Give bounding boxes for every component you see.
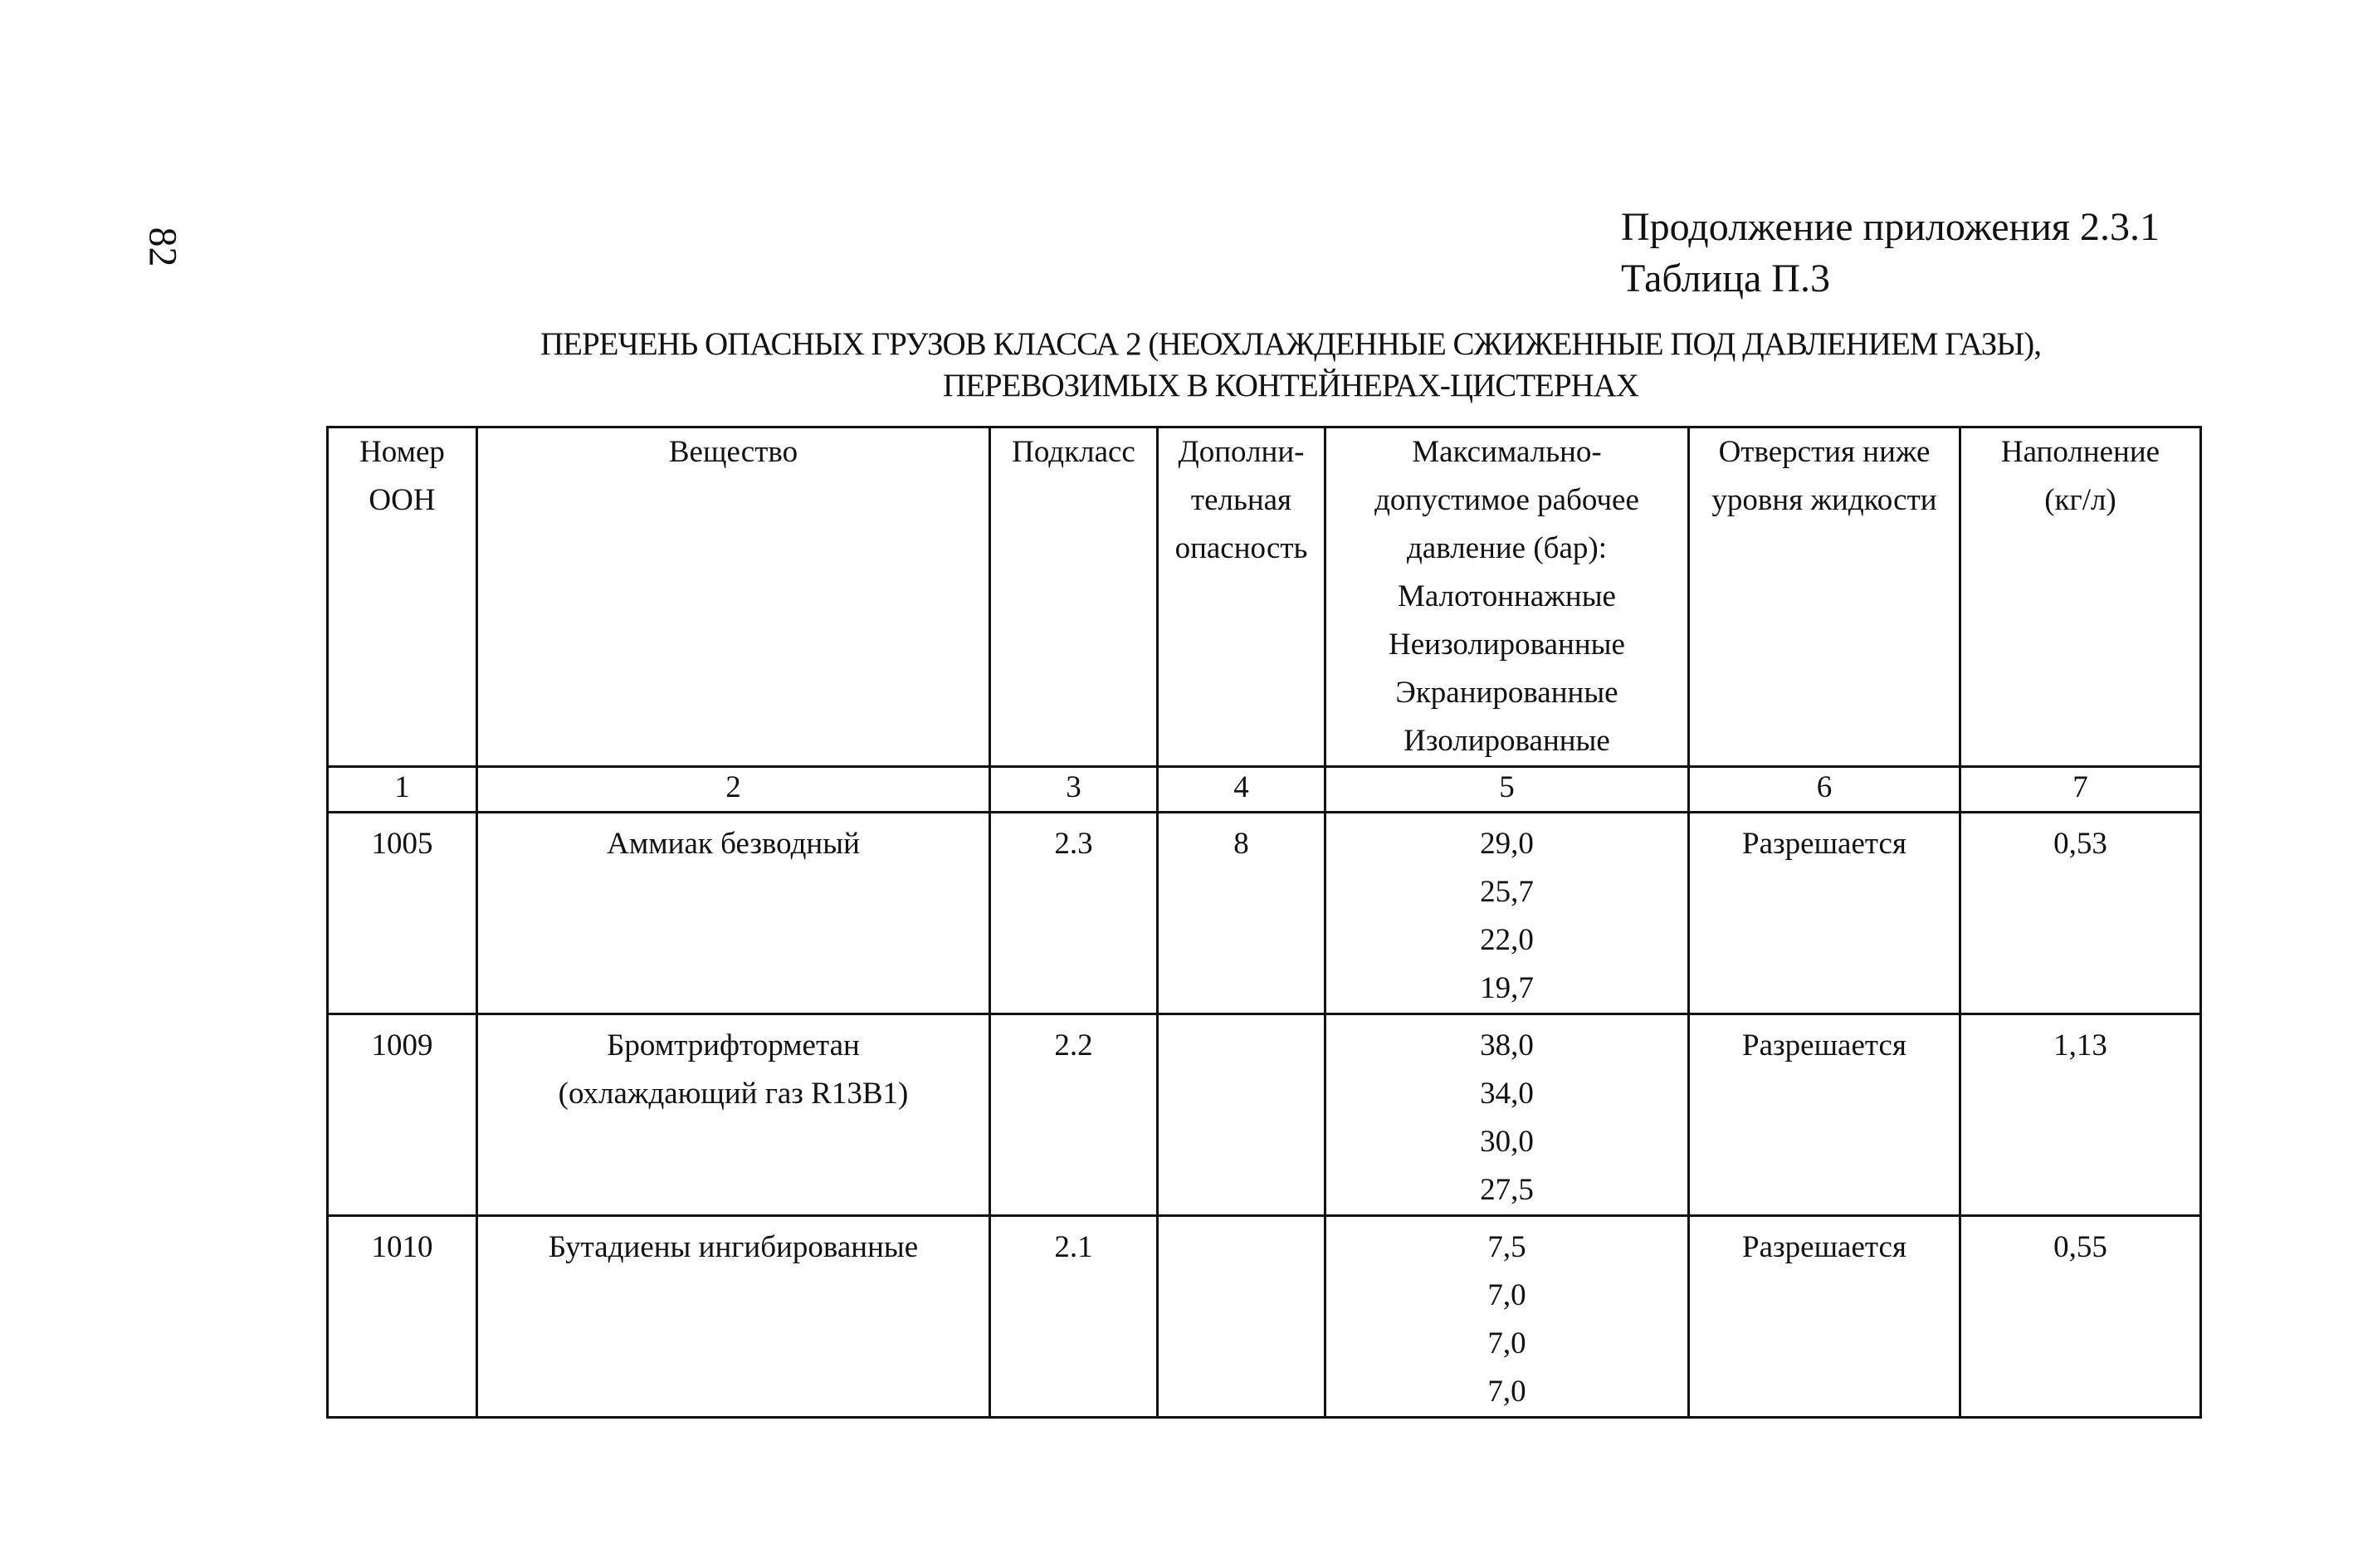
pressure-value: 7,0 [1487, 1326, 1526, 1360]
header-text: Наполнение [2000, 435, 2160, 469]
header-text: тельная [1190, 483, 1292, 517]
filling-cell: 0,55 [1960, 1216, 2201, 1418]
column-number: 1 [328, 767, 477, 813]
title-line-1: ПЕРЕЧЕНЬ ОПАСНЫХ ГРУЗОВ КЛАССА 2 (НЕОХЛАЖДЕННЫЕ СЖИЖЕННЫЕ ПОД ДАВЛЕНИЕМ ГАЗЫ), [539, 326, 2041, 362]
column-number: 2 [477, 767, 990, 813]
column-number: 7 [1960, 767, 2201, 813]
column-number: 3 [990, 767, 1158, 813]
header-text: Отверстия ниже [1718, 435, 1931, 469]
header-text: (кг/л) [2044, 483, 2116, 517]
header-text: Изолированные [1404, 724, 1610, 758]
header-text: Максимально- [1412, 435, 1602, 469]
un-number-cell: 1009 [328, 1014, 477, 1216]
table-header-row [328, 427, 2201, 767]
header-text: Номер [359, 435, 445, 469]
appendix-continuation: Продолжение приложения 2.3.1 [1621, 205, 2160, 249]
dangerous-goods-table [326, 426, 2202, 1419]
column-number: 5 [1325, 767, 1689, 813]
header-substance [477, 427, 990, 767]
table-row [328, 1216, 2201, 1418]
header-pressure [1325, 427, 1689, 767]
filling-cell: 1,13 [1960, 1014, 2201, 1216]
title-line-2: ПЕРЕВОЗИМЫХ В КОНТЕЙНЕРАХ-ЦИСТЕРНАХ [942, 368, 1639, 403]
header-text: Экранированные [1395, 676, 1618, 710]
header-text: опасность [1174, 531, 1308, 565]
openings-cell: Разрешается [1689, 813, 1960, 1014]
pressure-value: 22,0 [1480, 923, 1534, 957]
table-label: Таблица П.3 [1621, 256, 1830, 300]
header-text: давление (бар): [1406, 531, 1608, 565]
column-number: 4 [1158, 767, 1325, 813]
pressure-value: 30,0 [1480, 1125, 1534, 1159]
subclass-cell: 2.2 [990, 1014, 1158, 1216]
subclass-cell: 2.1 [990, 1216, 1158, 1418]
table-row [328, 813, 2201, 1014]
substance-line: Бромтрифторметан [607, 1028, 860, 1062]
header-un-number [328, 427, 477, 767]
header-subclass [990, 427, 1158, 767]
openings-cell: Разрешается [1689, 1014, 1960, 1216]
page-number: 82 [140, 227, 185, 267]
un-number-cell: 1005 [328, 813, 477, 1014]
pressure-value: 34,0 [1480, 1077, 1534, 1111]
pressure-value: 27,5 [1480, 1173, 1534, 1207]
pressure-cell [1325, 1216, 1689, 1418]
openings-cell: Разрешается [1689, 1216, 1960, 1418]
pressure-value: 7,0 [1487, 1375, 1526, 1409]
header-text: уровня жидкости [1711, 483, 1937, 517]
header-text: Малотоннажные [1398, 579, 1616, 613]
pressure-value: 7,0 [1487, 1278, 1526, 1312]
substance-line: Аммиак безводный [607, 827, 860, 861]
substance-line: (охлаждающий газ R13B1) [558, 1077, 909, 1111]
header-text: Дополни- [1178, 435, 1305, 469]
extra-hazard-cell [1158, 1216, 1325, 1418]
filling-cell: 0,53 [1960, 813, 2201, 1014]
header-openings [1689, 427, 1960, 767]
pressure-value: 38,0 [1480, 1028, 1534, 1062]
pressure-value: 25,7 [1480, 875, 1534, 909]
pressure-value: 29,0 [1480, 827, 1534, 861]
un-number-cell: 1010 [328, 1216, 477, 1418]
extra-hazard-cell: 8 [1158, 813, 1325, 1014]
extra-hazard-cell [1158, 1014, 1325, 1216]
pressure-cell [1325, 813, 1689, 1014]
column-number: 6 [1689, 767, 1960, 813]
pressure-value: 7,5 [1487, 1230, 1526, 1264]
substance-line: Бутадиены ингибированные [548, 1230, 919, 1264]
header-filling [1960, 427, 2201, 767]
pressure-value: 19,7 [1480, 971, 1534, 1005]
subclass-cell: 2.3 [990, 813, 1158, 1014]
header-text: Подкласс [1012, 435, 1135, 469]
header-text: допустимое рабочее [1374, 483, 1639, 517]
substance-cell [477, 1216, 990, 1418]
substance-cell [477, 1014, 990, 1216]
header-text: ООН [369, 483, 436, 517]
header-extra-hazard [1158, 427, 1325, 767]
appendix-header [1621, 202, 2160, 305]
column-number-row [328, 767, 2201, 813]
header-text: Вещество [668, 435, 798, 469]
table-row [328, 1014, 2201, 1216]
document-title [349, 324, 2233, 407]
pressure-cell [1325, 1014, 1689, 1216]
header-text: Неизолированные [1389, 628, 1625, 662]
substance-cell [477, 813, 990, 1014]
